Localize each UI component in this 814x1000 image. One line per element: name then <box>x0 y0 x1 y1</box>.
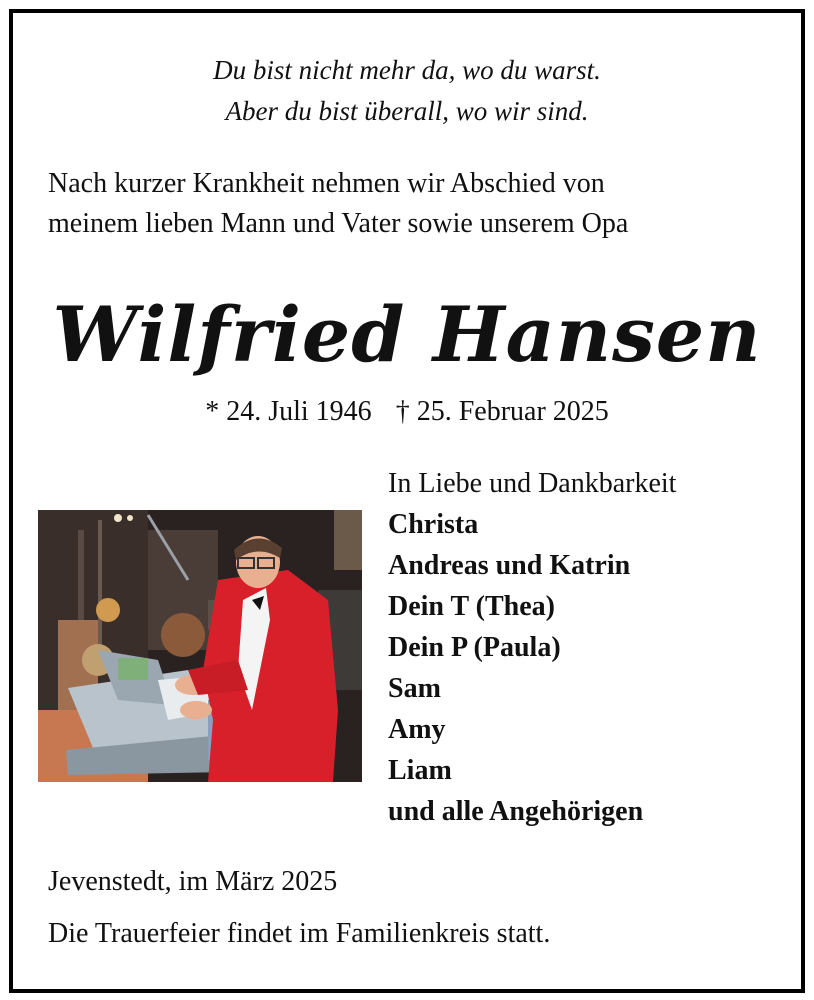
family-member: Dein T (Thea) <box>388 591 555 622</box>
family-heading: In Liebe und Dankbarkeit <box>388 468 677 499</box>
place-date: Jevenstedt, im März 2025 <box>48 866 338 897</box>
birth-date: * 24. Juli 1946 <box>205 396 372 427</box>
family-member: Andreas und Katrin <box>388 550 631 581</box>
family-member: Amy <box>388 714 446 745</box>
life-dates <box>0 396 814 428</box>
family-member: Dein P (Paula) <box>388 632 561 663</box>
intro-line-2: meinem lieben Mann und Vater sowie unserem Opa <box>48 208 629 239</box>
family-member: und alle Angehörigen <box>388 796 644 827</box>
deceased-name: Wilfried Hansen <box>52 290 762 379</box>
obituary-frame <box>9 9 805 993</box>
intro-line-1: Nach kurzer Krankheit nehmen wir Abschied von <box>48 168 605 199</box>
family-member: Sam <box>388 673 441 704</box>
family-member: Christa <box>388 509 479 540</box>
family-member: Liam <box>388 755 452 786</box>
motto-line-2: Aber du bist überall, wo wir sind. <box>225 96 589 126</box>
funeral-note: Die Trauerfeier findet im Familienkreis statt. <box>48 918 551 949</box>
motto-line-1: Du bist nicht mehr da, wo du warst. <box>213 55 601 85</box>
portrait-photo <box>38 510 362 782</box>
death-date: † 25. Februar 2025 <box>395 396 609 427</box>
